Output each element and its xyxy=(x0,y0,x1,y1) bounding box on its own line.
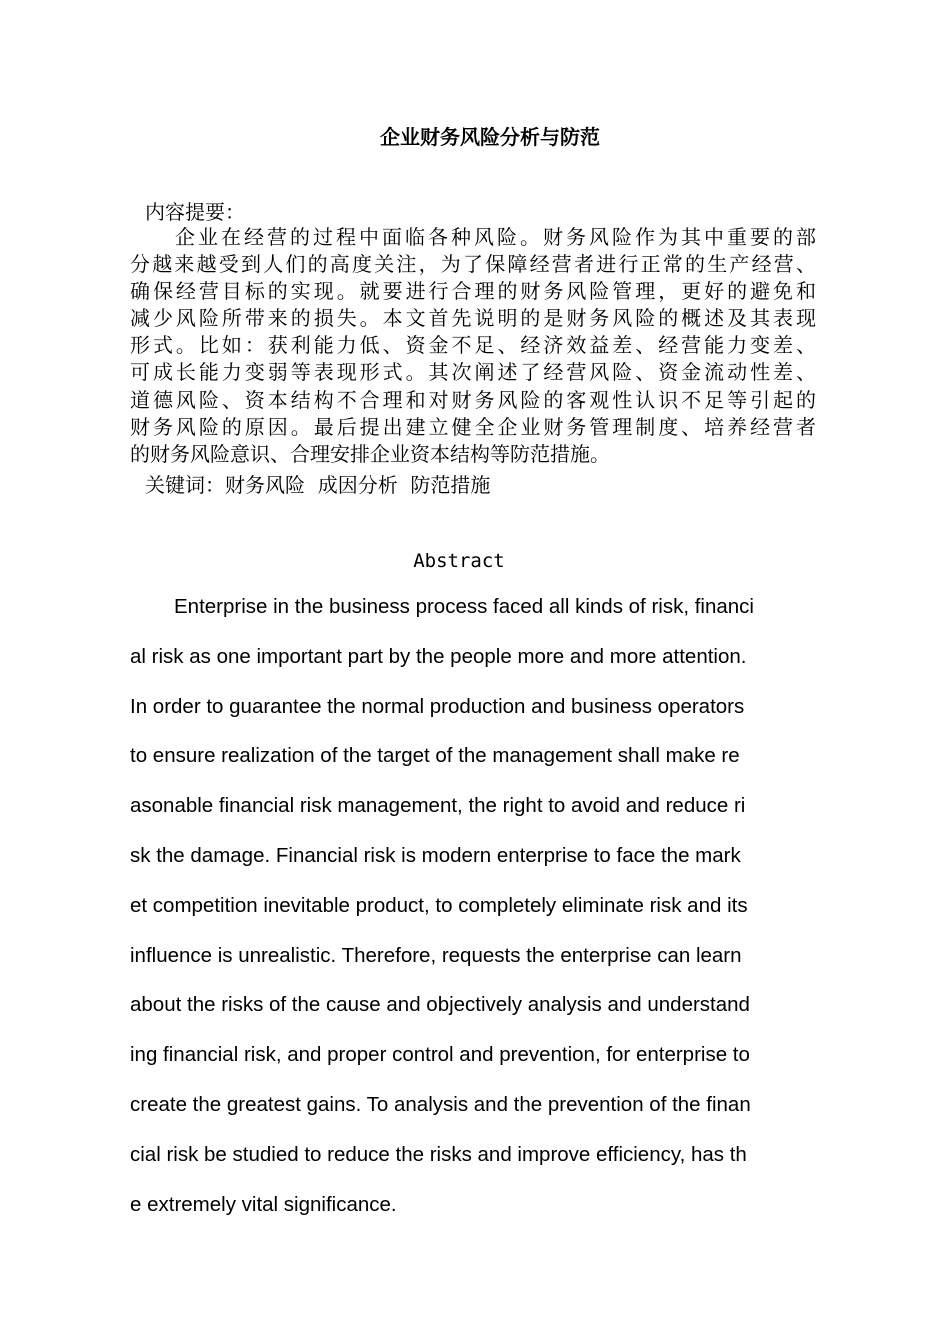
abstract-line: al risk as one important part by the people more and more attention. xyxy=(130,644,747,668)
summary-line: 形式。比如：获利能力低、资金不足、经济效益差、经营能力变差、 xyxy=(130,333,816,358)
summary-line: 财务风险的原因。最后提出建立健全企业财务管理制度、培养经营者 xyxy=(130,414,816,439)
abstract-line: In order to guarantee the normal production and business operators xyxy=(130,694,745,718)
document-title: 企业财务风险分析与防范 xyxy=(380,125,600,149)
abstract-line: cial risk be studied to reduce the risks and improve efficiency, has th xyxy=(130,1142,747,1166)
abstract-heading: Abstract xyxy=(413,550,505,572)
abstract-line: create the greatest gains. To analysis and the prevention of the finan xyxy=(130,1092,751,1116)
summary-heading: 内容提要： xyxy=(145,200,245,224)
abstract-line: et competition inevitable product, to completely eliminate risk and its xyxy=(130,893,748,917)
summary-line: 减少风险所带来的损失。本文首先说明的是财务风险的概述及其表现 xyxy=(130,306,816,331)
abstract-line: influence is unrealistic. Therefore, requests the enterprise can learn xyxy=(130,943,742,967)
summary-line: 分越来越受到人们的高度关注，为了保障经营者进行正常的生产经营、 xyxy=(130,252,816,277)
abstract-line: asonable financial risk management, the right to avoid and reduce ri xyxy=(130,794,746,818)
abstract-line: Enterprise in the business process faced all kinds of risk, financi xyxy=(174,595,754,618)
summary-paragraph xyxy=(130,224,816,468)
abstract-line: e extremely vital significance. xyxy=(130,1192,397,1216)
abstract-line: ing financial risk, and proper control and prevention, for enterprise to xyxy=(130,1043,750,1067)
summary-line: 企业在经营的过程中面临各种风险。财务风险作为其中重要的部 xyxy=(175,225,816,249)
abstract-line: sk the damage. Financial risk is modern enterprise to face the mark xyxy=(130,843,741,867)
abstract-line: to ensure realization of the target of the management shall make re xyxy=(130,744,740,768)
abstract-line: about the risks of the cause and objectively analysis and understand xyxy=(130,993,750,1017)
summary-line: 的财务风险意识、合理安排企业资本结构等防范措施。 xyxy=(130,441,610,466)
abstract-paragraph xyxy=(130,582,820,1229)
summary-line: 道德风险、资本结构不合理和对财务风险的客观性认识不足等引起的 xyxy=(130,387,816,412)
keywords-line: 关键词：财务风险 成因分析 防范措施 xyxy=(145,473,491,497)
summary-line: 确保经营目标的实现。就要进行合理的财务风险管理，更好的避免和 xyxy=(130,279,816,304)
summary-line: 可成长能力变弱等表现形式。其次阐述了经营风险、资金流动性差、 xyxy=(130,360,816,385)
